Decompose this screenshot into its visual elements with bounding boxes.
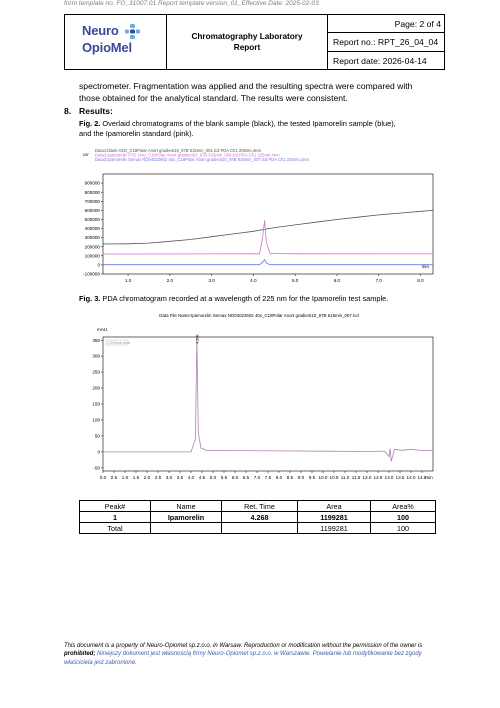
report-date: Report date: 2026-04-14 xyxy=(333,56,427,66)
y-tick-label: -50 xyxy=(93,465,100,471)
x-tick-label: 11.5 xyxy=(351,475,361,480)
table-cell: 4.268 xyxy=(222,512,298,523)
series-line xyxy=(103,220,433,254)
method-paragraph: spectrometer. Fragmentation was applied and the resulting spectra were compared with those obtained for the analytical standard. The results were consistent. xyxy=(79,81,413,103)
x-tick-label: 1.0 xyxy=(121,475,129,480)
x-tick-label: 11.0 xyxy=(340,475,350,480)
x-tick-label: 6.0 xyxy=(333,278,341,283)
x-tick-label: 2.0 xyxy=(143,475,151,480)
fig2-caption: Fig. 2. Overlaid chromatograms of the blank sample (black), the tested Ipamorelin sample (blue), and the Ipamorelin standard (pink). xyxy=(79,119,396,138)
x-tick-label: 0.5 xyxy=(110,475,118,480)
y-tick-label: 0 xyxy=(97,262,100,268)
legend-entry: Data2:Ipamorelin STD 1mg_C18Polar Anort gradient10_97B 615min_004.lcd PDA Ch1 225nm,4nm xyxy=(95,152,280,158)
x-tick-label: 4.5 xyxy=(198,475,206,480)
col-header: Name xyxy=(151,501,222,512)
x-tick-label: 7.0 xyxy=(375,278,382,283)
x-tick-label: 12.0 xyxy=(362,475,372,480)
y-unit: uV xyxy=(83,152,89,157)
peak-label: 4.268 xyxy=(195,334,200,344)
table-cell xyxy=(151,523,222,534)
y-tick-label: 250 xyxy=(92,369,100,375)
x-tick-label: min xyxy=(425,475,433,480)
logo-plus-icon xyxy=(125,24,140,39)
col-header: Area xyxy=(298,501,371,512)
y-tick-label: 900000 xyxy=(84,180,100,186)
x-tick-label: 14.5 xyxy=(417,475,427,480)
x-tick-label: 5.0 xyxy=(209,475,217,480)
y-tick-label: 300000 xyxy=(84,235,100,241)
x-tick-label: 7.5 xyxy=(264,475,272,480)
y-tick-label: 150 xyxy=(92,401,100,407)
section-number: 8. xyxy=(64,106,72,116)
y-tick-label: -100000 xyxy=(83,271,100,277)
x-tick-label: 7.0 xyxy=(253,475,261,480)
x-tick-label: 9.5 xyxy=(308,475,316,480)
x-tick-label: 4.0 xyxy=(250,278,257,283)
results-table xyxy=(79,500,436,534)
pda-chart-svg xyxy=(79,313,439,488)
footer-notice: This document is a property of Neuro-Opiomel sp.z.o.o. in Warsaw. Reproduction or modification without the permission of the owner is prohibited; Niniejszy dokument jest własnością firmy Neuro-Opiomel sp.z.o.o. w Warszawie. Powielanie lub modyfikowanie bez zgody właściciela jest zabronione. xyxy=(64,643,423,666)
x-tick-label: 8.0 xyxy=(275,475,283,480)
pda-chromatogram xyxy=(79,313,439,493)
col-header: Area% xyxy=(371,501,436,512)
x-tick-label: 5.0 xyxy=(291,278,299,283)
series-line xyxy=(103,210,433,244)
table-row xyxy=(80,512,436,523)
table-cell: 100 xyxy=(371,523,436,534)
template-note: form template no. FO_31007.01 Report template version_01_Effective Date: 2025-02-03 xyxy=(64,0,319,7)
table-cell: 1 xyxy=(80,512,151,523)
company-logo: Neuro OpioMel xyxy=(65,15,166,69)
y-tick-label: 400000 xyxy=(84,226,100,232)
y-tick-label: 100000 xyxy=(84,253,100,259)
x-tick-label: 5.5 xyxy=(220,475,228,480)
x-tick-label: 3.0 xyxy=(208,278,215,283)
x-tick-label: 6.5 xyxy=(242,475,250,480)
x-tick-label: 8.0 xyxy=(417,278,424,283)
table-cell: 100 xyxy=(371,512,436,523)
table-cell: 1199281 xyxy=(298,523,371,534)
y-tick-label: 700000 xyxy=(84,198,100,204)
legend-entry: Data1:blank H2O_C18Polar Anort gradient10_97B 615min_001.lcd PDA Ch1 205nm,4nm xyxy=(95,148,261,153)
plot-frame xyxy=(103,174,433,274)
report-title: Chromatography Laboratory Report xyxy=(167,15,328,69)
col-header: Peak# xyxy=(80,501,151,512)
y-tick-label: 300 xyxy=(92,353,100,359)
series-line xyxy=(103,260,433,265)
chart-title: Data File Name:Ipamorelin Semax NO04022602 40x_C18Polar Anort gradient10_97B 615min_007.lcd xyxy=(159,313,359,318)
y-tick-label: 500000 xyxy=(84,217,100,223)
y-tick-label: 600000 xyxy=(84,207,100,213)
y-tick-label: 0 xyxy=(97,449,100,455)
x-tick-label: 3.5 xyxy=(176,475,184,480)
legend-entry: 1 225nm,4nm xyxy=(107,341,131,345)
x-tick-label: 10.0 xyxy=(318,475,328,480)
report-header xyxy=(64,14,445,70)
x-tick-label: 4.0 xyxy=(187,475,195,480)
y-tick-label: 200 xyxy=(92,385,100,391)
y-tick-label: 100 xyxy=(92,417,100,423)
logo-cell xyxy=(65,15,167,69)
y-tick-label: 350 xyxy=(92,337,100,343)
section-title: Results: xyxy=(79,106,113,116)
table-cell xyxy=(222,523,298,534)
x-tick-label: 2.5 xyxy=(154,475,162,480)
x-unit: min xyxy=(421,264,429,269)
x-tick-label: 6.0 xyxy=(231,475,239,480)
x-tick-label: 0.0 xyxy=(99,475,107,480)
fig3-caption: Fig. 3. PDA chromatogram recorded at a wavelength of 225 nm for the Ipamorelin test sample. xyxy=(79,294,389,303)
y-tick-label: 800000 xyxy=(84,189,100,195)
x-tick-label: 3.0 xyxy=(165,475,173,480)
report-number: Report no.: RPT_26_04_04 xyxy=(328,33,445,52)
y-unit: mAU xyxy=(97,327,108,332)
overlay-chromatogram xyxy=(79,148,436,291)
x-tick-label: 14.0 xyxy=(406,475,416,480)
table-cell: 1199281 xyxy=(298,512,371,523)
x-tick-label: 12.5 xyxy=(373,475,383,480)
x-tick-label: 1.5 xyxy=(132,475,140,480)
x-tick-label: 13.5 xyxy=(395,475,405,480)
table-cell: Ipamorelin xyxy=(151,512,222,523)
series-line xyxy=(103,339,433,462)
x-tick-label: 8.5 xyxy=(286,475,294,480)
x-tick-label: 9.0 xyxy=(297,475,305,480)
col-header: Ret. Time xyxy=(222,501,298,512)
table-header-row xyxy=(80,501,436,512)
x-tick-label: 2.0 xyxy=(166,278,174,283)
x-tick-label: 1.0 xyxy=(124,278,132,283)
y-tick-label: 50 xyxy=(94,433,100,439)
x-tick-label: 10.5 xyxy=(329,475,339,480)
table-row xyxy=(80,523,436,534)
page-number: Page: 2 of 4 xyxy=(328,15,445,33)
legend-entry: Data3:Ipamorelin Semax NO04022602 40x_C18Polar Anort gradient10_97B 615min_007.lcd PDA Ch1 225nm,4nm xyxy=(95,157,309,163)
table-cell: Total xyxy=(80,523,151,534)
report-meta xyxy=(328,15,445,69)
y-tick-label: 200000 xyxy=(84,244,100,250)
overlay-chart-svg xyxy=(79,148,436,286)
x-tick-label: 13.0 xyxy=(384,475,394,480)
